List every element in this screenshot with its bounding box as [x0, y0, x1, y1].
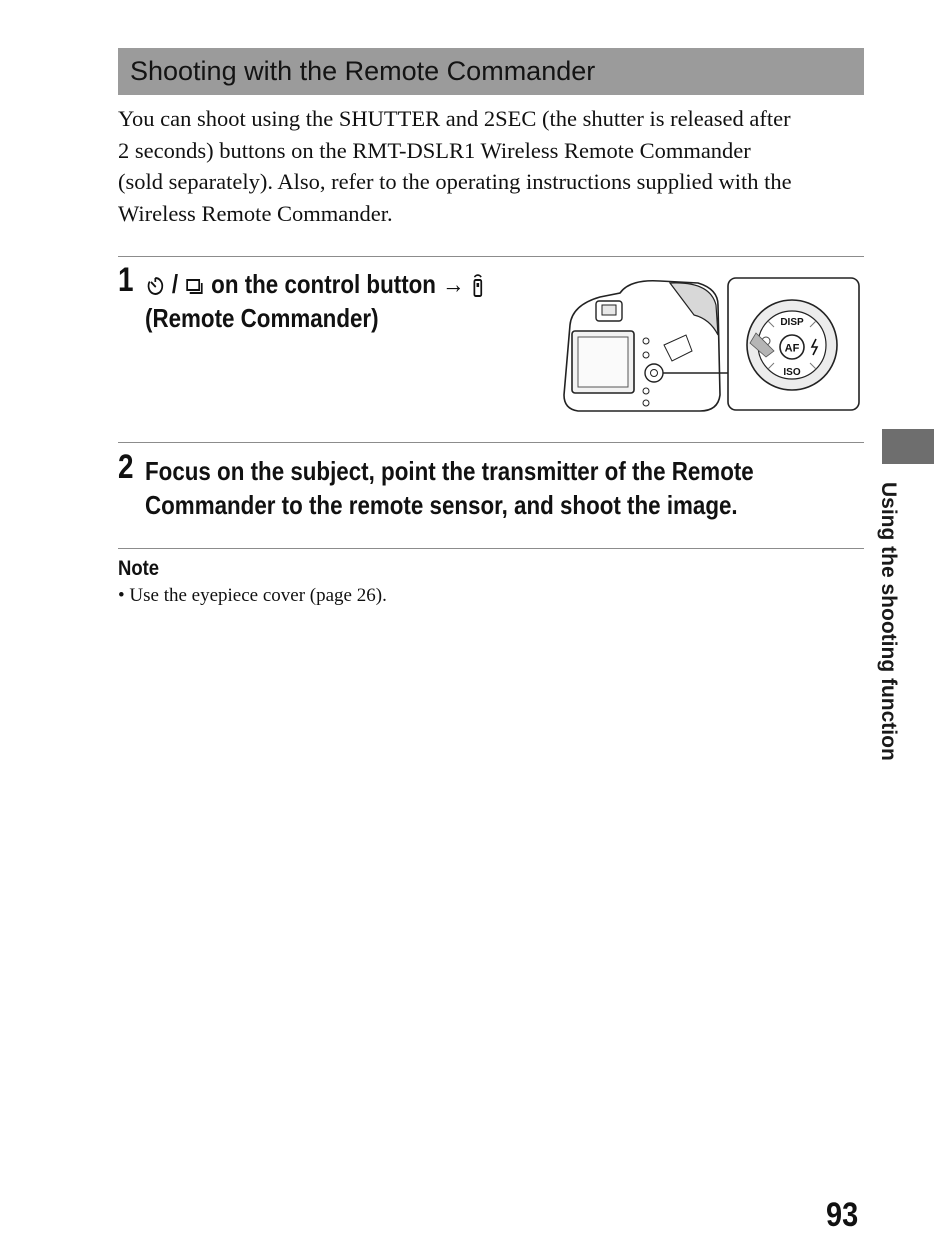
section-title-text: Shooting with the Remote Commander — [130, 56, 596, 86]
slash-separator: / — [171, 269, 179, 299]
camera-illustration — [560, 275, 862, 415]
chapter-tab — [882, 429, 934, 464]
step-number: 1 — [118, 261, 134, 299]
step-2-instruction — [145, 454, 754, 522]
disp-label: DISP — [780, 317, 804, 328]
iso-label: ISO — [783, 367, 801, 378]
af-label: AF — [784, 342, 800, 355]
chapter-label: Using the shooting function — [877, 482, 900, 761]
divider — [118, 442, 864, 443]
page-number: 93 — [826, 1196, 859, 1234]
step-number: 2 — [118, 448, 134, 486]
step-1-text: on the control button — [211, 269, 436, 299]
note-item: • Use the eyepiece cover (page 26). — [118, 585, 387, 606]
step-2-line: Commander to the remote sensor, and shoot the image. — [145, 490, 738, 520]
step-1-instruction — [145, 267, 485, 335]
drive-mode-icon — [184, 275, 205, 297]
intro-line: You can shoot using the SHUTTER and 2SEC (the shutter is released after — [118, 106, 791, 131]
self-timer-icon — [145, 274, 166, 298]
intro-line: 2 seconds) buttons on the RMT-DSLR1 Wireless Remote Commander — [118, 137, 751, 163]
intro-line: Wireless Remote Commander. — [118, 200, 393, 226]
arrow-icon: → — [442, 269, 465, 299]
intro-paragraph — [118, 103, 868, 229]
step-1-text-b: (Remote Commander) — [145, 303, 379, 333]
note-heading: Note — [118, 557, 160, 580]
remote-commander-icon — [471, 273, 485, 299]
intro-line: (sold separately). Also, refer to the operating instructions supplied with the — [118, 169, 792, 194]
section-title — [118, 48, 864, 95]
divider — [118, 256, 864, 257]
step-2-line: Focus on the subject, point the transmitter of the Remote — [145, 456, 754, 486]
divider — [118, 548, 864, 549]
